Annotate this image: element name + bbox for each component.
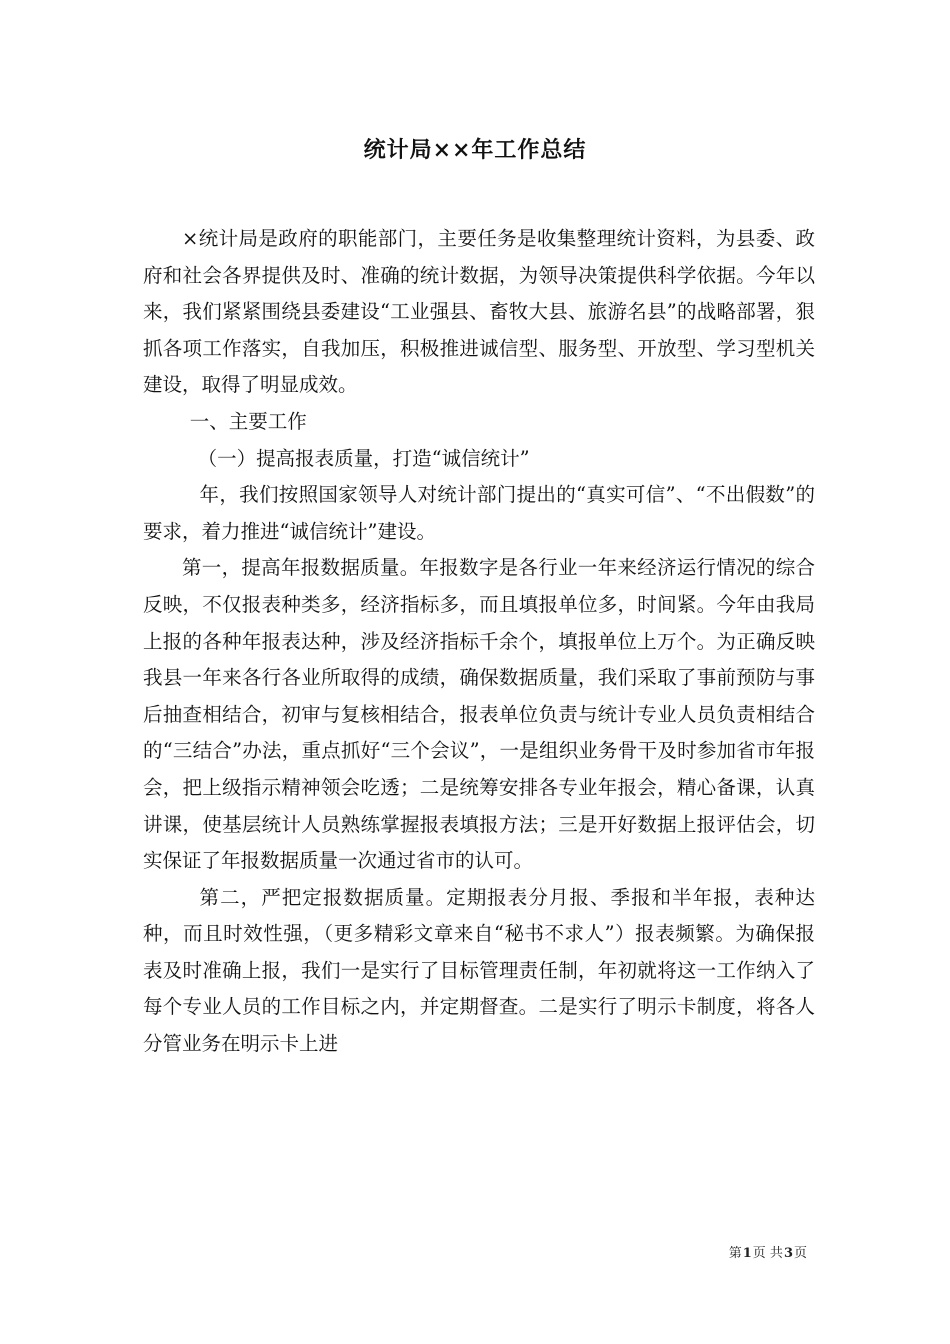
page-footer: [729, 1245, 807, 1263]
document-body: [143, 221, 815, 1063]
footer-total-pages: 3: [783, 1246, 793, 1261]
footer-page-number: 1: [742, 1246, 752, 1261]
subsection-heading-report-quality: （一）提高报表质量，打造“诚信统计”: [197, 446, 530, 470]
footer-prefix: 第: [728, 1246, 742, 1261]
section-heading-main-work: 一、主要工作: [189, 409, 307, 433]
paragraph-integrity-statistics: 年，我们按照国家领导人对统计部门提出的“真实可信”、“不出假数”的要求，着力推进“诚信统计”建设。: [143, 483, 815, 543]
paragraph-annual-report-quality: 第一，提高年报数据质量。年报数字是各行业一年来经济运行情况的综合反映，不仅报表种类多，经济指标多，而且填报单位多，时间紧。今年由我局上报的各种年报表达种，涉及经济指标千余个，填报单位上万个。为正确反映我县一年来各行各业所取得的成绩，确保数据质量，我们采取了事前预防与事后抽查相结合，初审与复核相结合，报表单位负责与统计专业人员负责相结合的“三结合”办法，重点抓好“三个会议”，一是组织业务骨干及时参加省市年报会，把上级指示精神领会吃透；二是统筹安排各专业年报会，精心备课，认真讲课，使基层统计人员熟练掌握报表填报方法；三是开好数据上报评估会，切实保证了年报数据质量一次通过省市的认可。: [143, 556, 815, 873]
footer-middle: 页 共: [752, 1246, 783, 1261]
paragraph-periodic-report-quality: 第二，严把定报数据质量。定期报表分月报、季报和半年报，表种达种，而且时效性强，（更多精彩文章来自“秘书不求人”）报表频繁。为确保报表及时准确上报，我们一是实行了目标管理责任制，年初就将这一工作纳入了每个专业人员的工作目标之内，并定期督查。二是实行了明示卡制度，将各人分管业务在明示卡上进: [143, 885, 815, 1056]
document-title: 统计局××年工作总结: [363, 137, 587, 163]
paragraph-intro: ×统计局是政府的职能部门，主要任务是收集整理统计资料，为县委、政府和社会各界提供及时、准确的统计数据，为领导决策提供科学依据。今年以来，我们紧紧围绕县委建设“工业强县、畜牧大县、旅游名县”的战略部署，狠抓各项工作落实，自我加压，积极推进诚信型、服务型、开放型、学习型机关建设，取得了明显成效。: [143, 227, 815, 397]
footer-suffix: 页: [793, 1246, 807, 1261]
